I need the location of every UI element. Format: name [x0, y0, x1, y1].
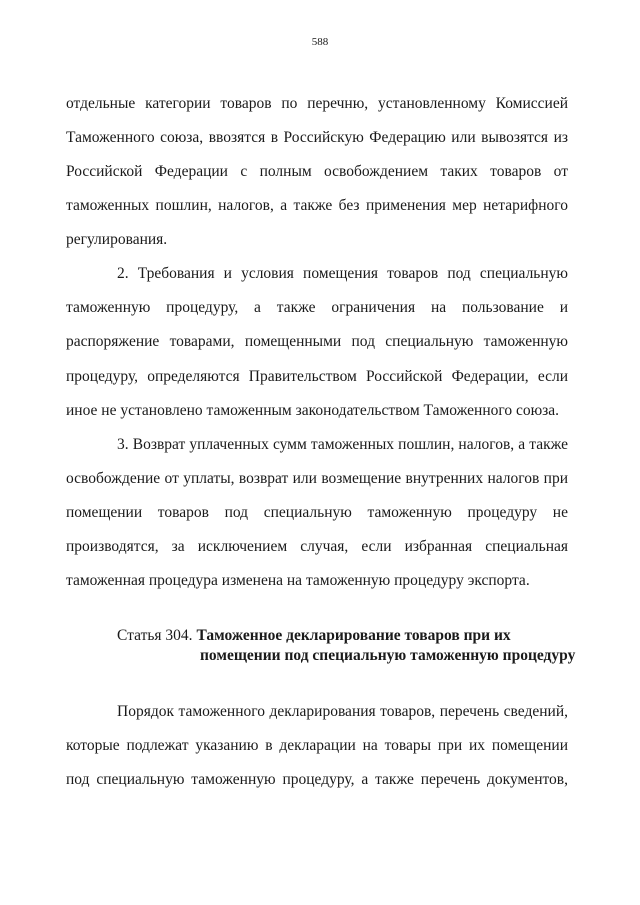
paragraph-3-line-5: таможенная процедура изменена на таможенную процедуру экспорта.	[66, 572, 530, 589]
paragraph-2-line-4: процедуру, определяются Правительством Российской Федерации, если	[66, 368, 568, 385]
page-number: 588	[311, 36, 329, 48]
paragraph-1-line-4: таможенных пошлин, налогов, а также без применения мер нетарифного	[66, 197, 568, 214]
paragraph-2-line-5: иное не установлено таможенным законодательством Таможенного союза.	[66, 402, 560, 419]
article-title-line-2: помещении под специальную таможенную процедуру	[200, 647, 576, 664]
paragraph-1-line-2: Таможенного союза, ввозятся в Российскую Федерацию или вывозятся из	[66, 129, 568, 146]
paragraph-3-line-3: помещении товаров под специальную таможенную процедуру не	[66, 504, 568, 521]
paragraph-3-line-2: освобождение от уплаты, возврат или возмещение внутренних налогов при	[66, 470, 568, 487]
final-paragraph-line-1: Порядок таможенного декларирования товаров, перечень сведений,	[117, 703, 568, 720]
final-paragraph-line-2: которые подлежат указанию в декларации на товары при их помещении	[66, 737, 568, 754]
article-label: Статья 304.	[117, 627, 193, 644]
paragraph-2-line-1: 2. Требования и условия помещения товаров под специальную	[117, 265, 568, 282]
paragraph-2-line-3: распоряжение товарами, помещенными под специальную таможенную	[66, 333, 568, 350]
paragraph-3-line-1: 3. Возврат уплаченных сумм таможенных пошлин, налогов, а также	[117, 436, 568, 453]
article-title-line-1: Таможенное декларирование товаров при их	[196, 627, 511, 644]
paragraph-3-line-4: производятся, за исключением случая, если избранная специальная	[66, 538, 568, 555]
paragraph-1-line-1: отдельные категории товаров по перечню, установленному Комиссией	[66, 95, 568, 112]
article-heading	[117, 626, 511, 646]
paragraph-2-line-2: таможенную процедуру, а также ограничения на пользование и	[66, 299, 568, 316]
paragraph-1-line-5: регулирования.	[66, 231, 168, 248]
paragraph-1-line-3: Российской Федерации с полным освобождением таких товаров от	[66, 163, 568, 180]
final-paragraph-line-3: под специальную таможенную процедуру, а также перечень документов,	[66, 771, 568, 788]
